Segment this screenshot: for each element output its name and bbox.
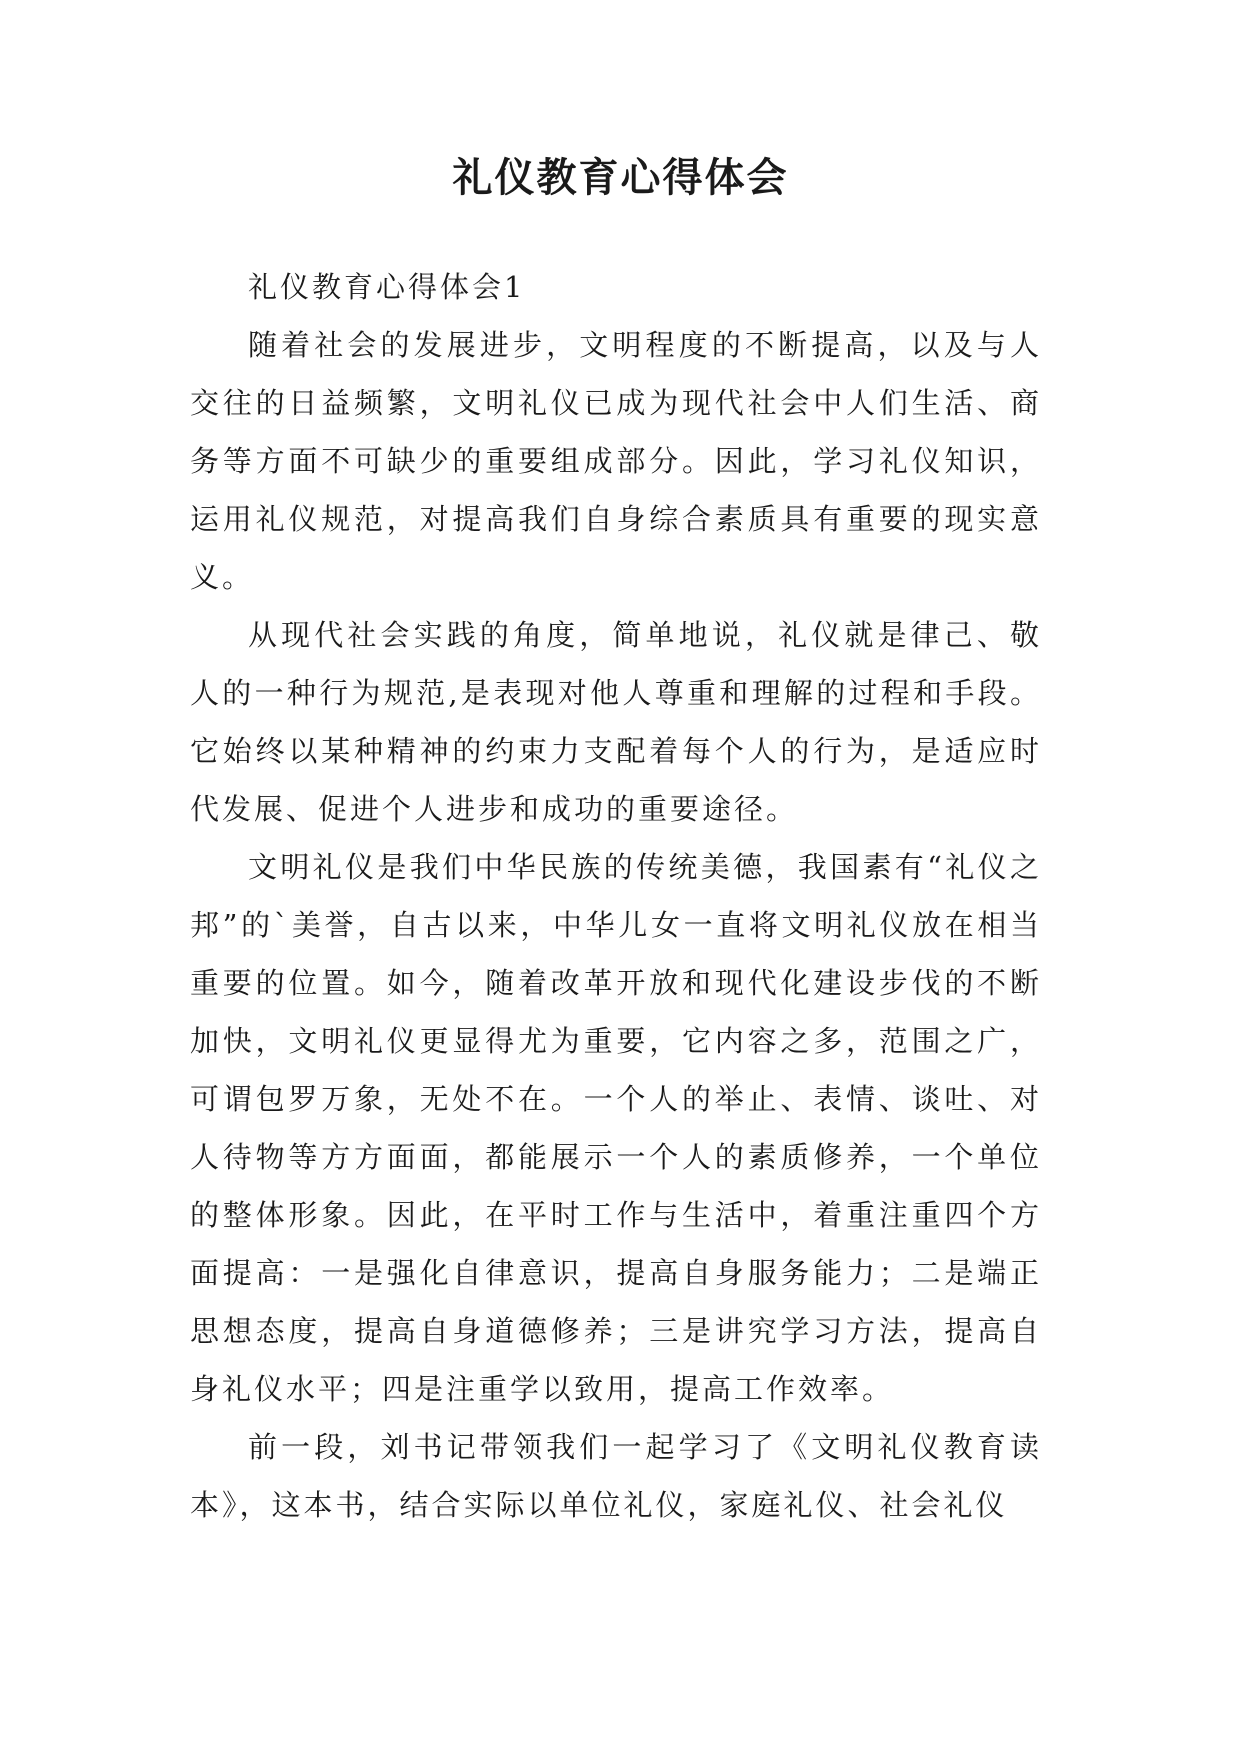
paragraph-2: 从现代社会实践的角度，简单地说，礼仪就是律己、敬人的一种行为规范,是表现对他人尊重和理解的过程和手段。它始终以某种精神的约束力支配着每个人的行为，是适应时代发展、促进个人进步和成功的重要途径。: [190, 618, 1042, 826]
section-heading: 礼仪教育心得体会1: [248, 270, 526, 304]
document-body: [190, 258, 1042, 1534]
document-title: 礼仪教育心得体会: [452, 154, 789, 201]
paragraph-1: 随着社会的发展进步，文明程度的不断提高，以及与人交往的日益频繁，文明礼仪已成为现代社会中人们生活、商务等方面不可缺少的重要组成部分。因此，学习礼仪知识，运用礼仪规范，对提高我们自身综合素质具有重要的现实意义。: [190, 328, 1042, 594]
paragraph-3: 文明礼仪是我们中华民族的传统美德，我国素有“礼仪之邦”的`美誉，自古以来，中华儿女一直将文明礼仪放在相当重要的位置。如今，随着改革开放和现代化建设步伐的不断加快，文明礼仪更显得尤为重要，它内容之多，范围之广，可谓包罗万象，无处不在。一个人的举止、表情、谈吐、对人待物等方方面面，都能展示一个人的素质修养，一个单位的整体形象。因此，在平时工作与生活中，着重注重四个方面提高：一是强化自律意识，提高自身服务能力；二是端正思想态度，提高自身道德修养；三是讲究学习方法，提高自身礼仪水平；四是注重学以致用，提高工作效率。: [190, 850, 1042, 1406]
paragraph-4: 前一段，刘书记带领我们一起学习了《文明礼仪教育读本》，这本书，结合实际以单位礼仪，家庭礼仪、社会礼仪: [190, 1430, 1042, 1522]
